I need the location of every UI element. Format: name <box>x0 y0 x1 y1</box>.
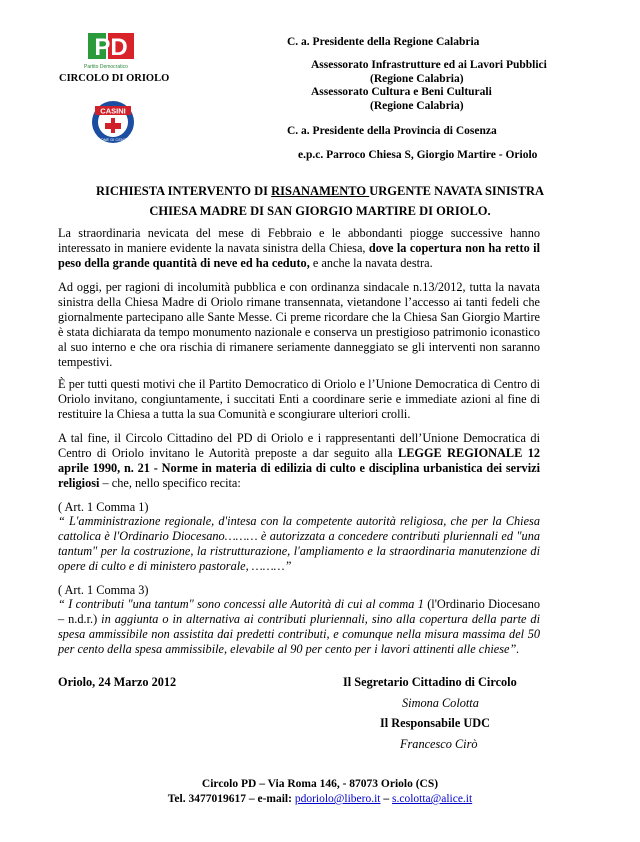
footer-phone: Tel. 3477019617 – e-mail: <box>167 793 295 805</box>
addressee-regione: C. a. Presidente della Regione Calabria <box>287 36 480 48</box>
quote-1-reference: ( Art. 1 Comma 1) <box>58 500 149 514</box>
letter-date: Oriolo, 24 Marzo 2012 <box>58 675 177 689</box>
footer-address: Circolo PD – Via Roma 146, - 87073 Oriolo (CS) <box>201 778 439 790</box>
udc-casini-logo <box>90 99 136 145</box>
paragraph-4-end: – che, nello specifico recita: <box>99 476 241 490</box>
paragraph-4-law-reference: LEGGE REGIONALE 12 aprile 1990, n. 21 - Norme in materia di edilizia di culto e disciplina urbanistica dei servizi religiosi <box>58 446 540 490</box>
footer-separator: – <box>380 793 392 805</box>
paragraph-4 <box>58 431 540 491</box>
paragraph-3: È per tutti questi motivi che il Partito Democratico di Oriolo e l’Unione Democratica di Centro di Oriolo invitano, congiuntamente, i succitati Enti a coordinare serie e immediate azioni al fine di restituire la Chiesa a tutta la sua Comunità e scongiurare ulteriori crolli. <box>58 377 540 421</box>
paragraph-1-bold: dove la copertura non ha retto il peso della grande quantità di neve ed ha ceduto, <box>58 241 540 270</box>
addressee-regione-paren-1: (Regione Calabria) <box>370 73 464 85</box>
quote-2-text <box>58 597 540 657</box>
quote-2-note: (l'Ordinario Diocesano – n.d.r.) <box>58 597 540 626</box>
addressee-assessorato-infrastrutture: Assessorato Infrastrutture ed ai Lavori Pubblici <box>311 59 547 71</box>
signature-role-secretary: Il Segretario Cittadino di Circolo <box>343 675 517 689</box>
quote-2-part-b: in aggiunta o in alternativa ai contributi pluriennali, sino alla copertura della parte di spesa ammissibile non assistita dai predetti contributi, e comunque nella misura massima del 50 per cento della spesa ammissibile, elevabile al 90 per cento per i lavori attinenti alle chiese”. <box>58 612 540 656</box>
paragraph-1-end: e anche la navata destra. <box>309 256 433 270</box>
footer-email-colotta-link[interactable]: s.colotta@alice.it <box>391 793 473 805</box>
pd-logo-text: PD <box>94 34 128 61</box>
addressee-regione-paren-2: (Regione Calabria) <box>370 100 464 112</box>
title-underlined-word: RISANAMENTO <box>271 184 370 198</box>
quote-1-text: “ L'amministrazione regionale, d'intesa con la competente autorità religiosa, che per la Chiesa cattolica è l'Ordinario Diocesano……… è autorizzata a concedere contributi pluriennali ed "una tantum" per la costruzione, la ristrutturazione, l'ampliamento e la straordinaria manutenzione di opere di culto e di ministero pastorale, ………” <box>58 514 540 573</box>
quote-2-reference: ( Art. 1 Comma 3) <box>58 583 149 597</box>
footer-contacts <box>0 793 640 805</box>
paragraph-2: Ad oggi, per ragioni di incolumità pubblica e con ordinanza sindacale n.13/2012, tutta la navata sinistra della Chiesa Madre di Oriolo rimane transennata, vietandone l’accesso ai tanti fedeli che giornalmente partecipano alle Sante Messe. Ci preme ricordare che la Chiesa San Giorgio Martire è stata dichiarata da tempo monumento nazionale e conserva un prestigioso patrimonio iconastico al suo interno e che ora rischia di rimanere seriamente danneggiato se gli interventi non saranno tempestivi. <box>58 280 540 369</box>
udc-logo-text: CASINI <box>100 106 126 116</box>
pd-logo-subtext: Partito Democratico <box>84 64 128 70</box>
udc-logo-ring-text: UNIONE DI CENTRO <box>93 137 133 142</box>
circolo-label: CIRCOLO DI ORIOLO <box>59 73 170 84</box>
paragraph-1-text: La straordinaria nevicata del mese di Febbraio e le abbondanti piogge successive hanno interessato in maniere evidente la navata sinistra della Chiesa, <box>58 226 540 255</box>
signature-role-udc: Il Responsabile UDC <box>380 716 491 730</box>
title-part-b: URGENTE NAVATA SINISTRA <box>369 184 545 198</box>
quote-2-part-a: “ I contributi "una tantum" sono concessi alle Autorità di cui al comma 1 <box>58 597 428 611</box>
signature-name-secretary: Simona Colotta <box>402 696 479 710</box>
signature-name-udc: Francesco Cirò <box>400 737 478 751</box>
paragraph-4-text: A tal fine, il Circolo Cittadino del PD di Oriolo e i rappresentanti dell’Unione Democratica di Centro di Oriolo invitano le Autorità preposte a dar seguito alla <box>58 431 540 460</box>
title-part-a: RICHIESTA INTERVENTO DI <box>95 184 272 198</box>
paragraph-1 <box>58 226 540 271</box>
letter-title-line2: CHIESA MADRE DI SAN GIORGIO MARTIRE DI ORIOLO. <box>149 204 491 218</box>
footer-email-pd-link[interactable]: pdoriolo@libero.it <box>294 793 381 805</box>
addressee-assessorato-cultura: Assessorato Cultura e Beni Culturali <box>311 86 492 98</box>
addressee-provincia: C. a. Presidente della Provincia di Cosenza <box>287 125 497 137</box>
addressee-parroco: e.p.c. Parroco Chiesa S, Giorgio Martire - Oriolo <box>298 149 538 161</box>
letter-title-line1 <box>0 184 640 199</box>
